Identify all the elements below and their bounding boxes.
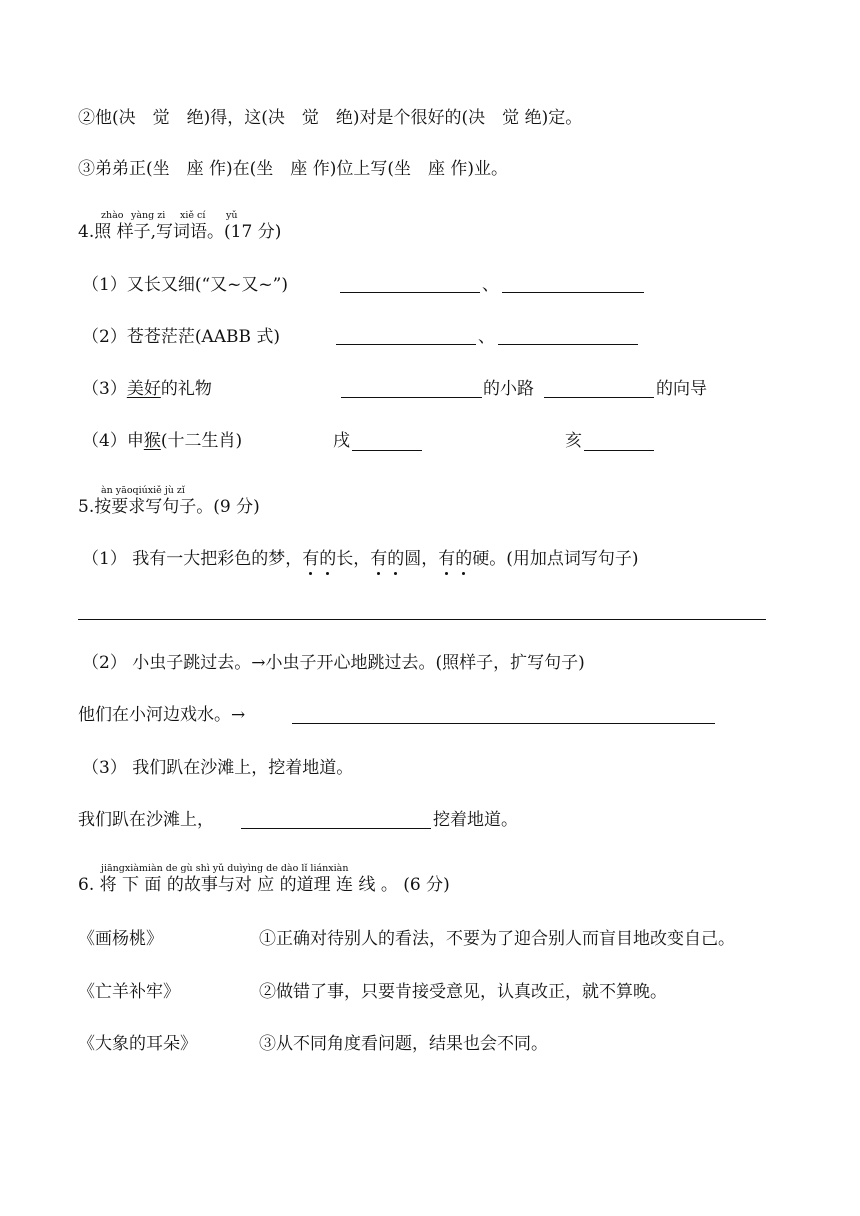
q4-item-4-prefix: （4）申: [82, 431, 144, 451]
q4-item-1-label: （1）又长又细(“又~又~”): [82, 275, 288, 295]
q6-moral-3[interactable]: ③从不同角度看问题，结果也会不同。: [259, 1034, 548, 1054]
q5-s1-dot-4: 的: [387, 549, 405, 569]
q5-s1-text-a: 我有一大把彩色的梦，: [132, 549, 303, 569]
q5-s2-answer-line[interactable]: [292, 723, 715, 724]
q5-s1-text-b: 长，: [336, 549, 371, 569]
q5-pinyin: àn yāoqiúxiě jù zǐ: [101, 485, 185, 496]
q5-s2-text: 小虫子跳过去。→小虫子开心地跳过去。(照样子，扩写句子): [132, 653, 585, 673]
q4-pinyin-xieci: xiě cí: [180, 210, 206, 221]
q4-item-3-label: [82, 378, 212, 400]
q5-s1-dot-2: 的: [319, 549, 337, 569]
q4-item-3-prefix: （3）: [82, 379, 127, 399]
q5-sentence-3: [82, 757, 353, 779]
q3-line-3: ③弟弟正(坐 座 作)在(坐 座 作)位上写(坐 座 作)业。: [78, 159, 509, 179]
q3-line-2: ②他(决 觉 绝)得，这(决 觉 绝)对是个很好的(决 觉 绝)定。: [78, 108, 583, 128]
q4-item-4-label: [82, 430, 242, 452]
q4-item-1-blank-2[interactable]: [502, 292, 644, 293]
q4-item-2-label: （2）苍苍茫茫(AABB 式): [82, 327, 281, 347]
q6-moral-2[interactable]: ②做错了事，只要肯接受意见，认真改正，就不算晚。: [259, 982, 667, 1002]
q6-title: 6. 将 下 面 的故事与对 应 的道理 连 线 。 (6 分): [78, 875, 450, 895]
q4-item-2-sep: 、: [478, 327, 495, 347]
q4-item-1-blank-1[interactable]: [340, 292, 480, 293]
q5-s2-prompt: 他们在小河边戏水。→: [78, 705, 246, 725]
q5-s3-prompt-b: 挖着地道。: [433, 810, 518, 830]
q6-story-1[interactable]: 《画杨桃》: [78, 929, 163, 949]
q4-item-4-blank-2[interactable]: [584, 450, 654, 451]
q5-title: 5.按要求写句子。(9 分): [78, 497, 260, 517]
q4-item-4-suffix: (十二生肖): [160, 431, 243, 451]
q4-item-3-blank-2[interactable]: [544, 397, 654, 398]
q4-pinyin-zhao: zhào: [101, 210, 124, 221]
q5-s3-text: 我们趴在沙滩上，挖着地道。: [132, 758, 354, 778]
q4-item-3-text-2: 的小路: [483, 379, 534, 399]
q5-s1-dot-5: 有: [438, 549, 456, 569]
q4-item-3-blank-1[interactable]: [341, 397, 482, 398]
q4-item-4-text-3: 亥: [565, 431, 582, 451]
q6-story-2[interactable]: 《亡羊补牢》: [78, 982, 180, 1002]
q4-item-2-blank-2[interactable]: [498, 344, 638, 345]
q4-title: 4.照 样子,写词语。(17 分): [78, 222, 282, 242]
q4-item-4-underlined: 猴: [143, 431, 161, 451]
q4-item-4-text-2: 戌: [333, 431, 350, 451]
q5-sentence-1: [82, 548, 639, 570]
q4-item-3-underlined: 美好: [126, 379, 161, 399]
q5-s3-prompt-a: 我们趴在沙滩上，: [78, 810, 214, 830]
q5-s1-answer-line[interactable]: [78, 619, 766, 620]
q5-s1-text-e: 硬。(用加点词写句子): [472, 549, 639, 569]
q5-s1-dot-3: 有: [370, 549, 388, 569]
q4-item-3-text-3: 的向导: [656, 379, 707, 399]
q5-s3-num: （3）: [82, 758, 127, 778]
q6-moral-1[interactable]: ①正确对待别人的看法，不要为了迎合别人而盲目地改变自己。: [259, 929, 735, 949]
q4-item-3-suffix: 的礼物: [160, 379, 212, 399]
q4-item-2-blank-1[interactable]: [336, 344, 476, 345]
q5-s1-dot-1: 有: [302, 549, 320, 569]
q5-s1-num: （1）: [82, 549, 127, 569]
q5-s3-answer-line[interactable]: [241, 828, 431, 829]
q6-story-3[interactable]: 《大象的耳朵》: [78, 1034, 197, 1054]
q4-item-4-blank-1[interactable]: [352, 450, 422, 451]
q4-pinyin-yu: yǔ: [226, 210, 238, 221]
q6-pinyin: jiāngxiàmiàn de gù shì yǔ duìyìng de dào lǐ liánxiàn: [101, 863, 349, 874]
q5-s2-num: （2）: [82, 653, 127, 673]
q5-sentence-2: [82, 652, 585, 674]
q5-s1-text-c: 圆，: [404, 549, 439, 569]
q4-item-1-sep: 、: [482, 275, 499, 295]
q4-pinyin-yangzi: yàng zi: [131, 210, 166, 221]
q5-s1-dot-6: 的: [455, 549, 473, 569]
